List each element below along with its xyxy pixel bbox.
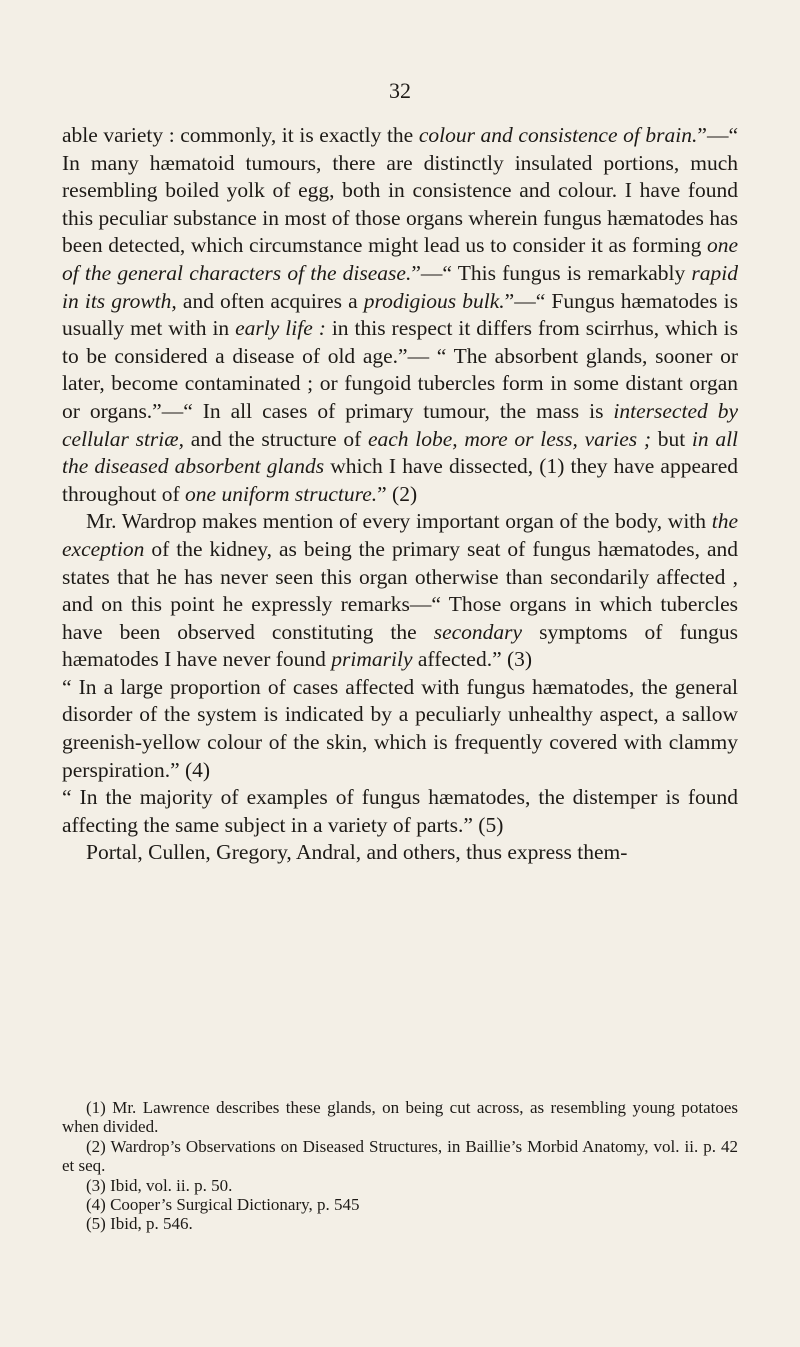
- text-run: Portal, Cullen, Gregory, Andral, and others, thus express them-: [86, 840, 628, 865]
- italic-run: one of the general characters of the disease.: [62, 233, 738, 285]
- italic-run: each lobe, more or less, varies ;: [367, 426, 651, 451]
- text-run: able variety : commonly, it is exactly the: [62, 123, 419, 147]
- text-run: and the structure of: [183, 426, 368, 451]
- page-number: 32: [389, 78, 411, 103]
- text-run: ”—“ Fungus hæmatodes is usually met with in: [62, 288, 738, 341]
- footnote-5: (5) Ibid, p. 546.: [86, 1214, 193, 1234]
- text-run: symptoms of fungus hæmatodes I have never found: [62, 619, 738, 672]
- paragraph-3: [62, 674, 738, 784]
- text-run: Mr. Wardrop makes mention of every important organ of the body, with: [86, 509, 712, 534]
- footnotes: [62, 1098, 738, 1234]
- text-run: ”—“ This fungus is remarkably: [411, 260, 692, 285]
- text-run: “ In the majority of examples of fungus hæmatodes, the distemper is found affecting the same subject in a variety of parts.” (5): [62, 785, 738, 837]
- italic-run: primarily: [331, 647, 413, 672]
- footnote-4: (4) Cooper’s Surgical Dictionary, p. 545: [86, 1195, 360, 1215]
- text-run: in this respect it differs from scirrhus, which is to be considered a disease of old age.”— “ The absorbent glands, sooner or later, become contaminated ; or fungoid tubercles form in some distant organ or organs.”—“ In all cases of primary tumour, the mass is: [62, 316, 738, 423]
- text-run: but: [651, 426, 692, 451]
- text-run: which I have dissected, (1) they have appeared throughout of: [62, 454, 738, 506]
- paragraph-5: [62, 839, 738, 867]
- text-run: affected.” (3): [412, 647, 533, 672]
- text-run: and often acquires a: [176, 288, 364, 313]
- footnote-3: (3) Ibid, vol. ii. p. 50.: [86, 1175, 233, 1195]
- italic-run: in all the diseased absorbent glands: [62, 426, 739, 479]
- italic-run: rapid in its growth,: [62, 260, 738, 313]
- paragraph-2: [62, 508, 738, 674]
- italic-run: secondary: [433, 619, 523, 644]
- italic-run: intersected by cellular striæ,: [62, 398, 738, 451]
- paragraph-4: [62, 784, 738, 839]
- text-run: “ In a large proportion of cases affected with fungus hæmatodes, the general disorder of the system is indicated by a peculiarly unhealthy aspect, a sallow greenish-yellow colour of the skin, which is frequently covered with clammy perspiration.” (4): [62, 674, 738, 782]
- italic-run: colour and consistence of brain.: [418, 123, 698, 147]
- footnote-1: (1) Mr. Lawrence describes these glands, on being cut across, as resembling young potatoes when divided.: [62, 1098, 738, 1137]
- text-run: of the kidney, as being the primary seat of fungus hæmatodes, and states that he has never seen this organ otherwise than secondarily affected , and on this point he expressly remarks—“ Those organs in which tubercles have been observed constituting the: [62, 536, 738, 644]
- italic-run: the exception: [62, 509, 738, 561]
- body-text: [62, 122, 738, 867]
- text-run: ”—“ In many hæmatoid tumours, there are distinctly insulated portions, much resembling boiled yolk of egg, both in consistence and colour. I have found this peculiar substance in most of those organs wherein fungus hæmatodes has been detected, which circumstance might lead us to consider it as forming: [62, 123, 738, 258]
- text-run: ” (2): [377, 481, 418, 506]
- italic-run: early life :: [235, 316, 326, 341]
- paragraph-1: [62, 122, 738, 508]
- italic-run: prodigious bulk.: [363, 288, 505, 313]
- footnote-2: (2) Wardrop’s Observations on Diseased Structures, in Baillie’s Morbid Anatomy, vol. ii. p. 42 et seq.: [62, 1136, 738, 1176]
- italic-run: one uniform structure.: [185, 481, 378, 506]
